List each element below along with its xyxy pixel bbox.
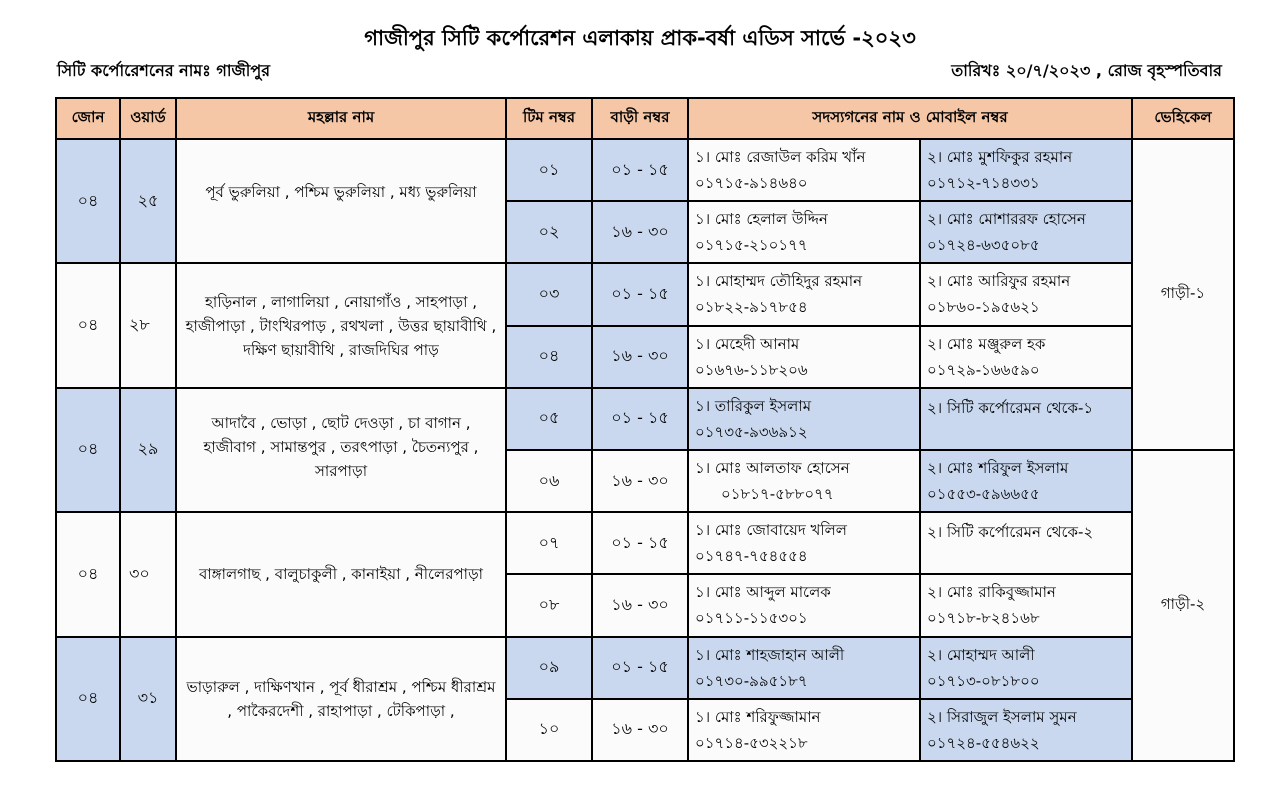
- member-name: ২। মোঃ মোশাররফ হোসেন: [927, 210, 1086, 229]
- member-phone: ০১৭২৪-৫৫৪৬২২: [927, 733, 1040, 752]
- member-1-cell: [688, 326, 920, 388]
- member-phone: ০১৮২২-৯১৭৮৫৪: [695, 298, 808, 317]
- house-cell: ১৬ - ৩০: [592, 450, 688, 512]
- ward-cell: ২৮: [120, 263, 176, 387]
- member-phone: ০১৭১৩-০৮১৮০০: [927, 671, 1040, 690]
- team-cell: ০৪: [506, 326, 592, 388]
- header-house: বাড়ী নম্বর: [592, 98, 688, 139]
- zone-cell: ০৪: [56, 388, 120, 512]
- member-name: ১। তারিকুল ইসলাম: [695, 396, 812, 415]
- member-phone: ০১৭১৫-২১০১৭৭: [695, 236, 808, 255]
- zone-cell: ০৪: [56, 139, 120, 263]
- member-2-cell: [920, 326, 1132, 388]
- member-phone: ০১৮১৭-৫৮৮০৭৭: [721, 485, 834, 504]
- header-members: সদস্যগনের নাম ও মোবাইল নম্বর: [688, 98, 1132, 139]
- zone-cell: ০৪: [56, 512, 120, 636]
- page-title: গাজীপুর সিটি কর্পোরেশন এলাকায় প্রাক-বর্ষা এডিস সার্ভে -২০২৩: [364, 26, 916, 50]
- member-phone: ০১৭১১-১১৫৩০১: [695, 609, 808, 628]
- member-phone: ০১৭১৫-৯১৪৬৪০: [695, 174, 808, 193]
- member-name: ১। মেহেদী আনাম: [695, 334, 800, 353]
- survey-date: তারিখঃ ২০/৭/২০২৩ , রোজ বৃহস্পতিবার: [951, 61, 1222, 80]
- header-ward: ওয়ার্ড: [120, 98, 176, 139]
- member-name: ১। মোঃ রেজাউল করিম খাঁন: [695, 148, 866, 167]
- ward-cell: ৩১: [120, 637, 176, 762]
- member-phone: ০১৮৬০-১৯৫৬২১: [927, 298, 1040, 317]
- member-2-cell: [920, 637, 1132, 699]
- table-row: [56, 139, 1234, 201]
- corporation-name: সিটি কর্পোরেশনের নামঃ গাজীপুর: [57, 61, 271, 80]
- team-cell: ০১: [506, 139, 592, 201]
- ward-cell: ৩০: [120, 512, 176, 636]
- team-cell: ০৫: [506, 388, 592, 450]
- member-name: ২। মোঃ শরিফুল ইসলাম: [927, 459, 1069, 478]
- member-2-cell: [920, 574, 1132, 636]
- mahalla-cell: হাড়িনাল , লাগালিয়া , নোয়াগাঁও , সাহপাড়া , হাজীপাড়া , টাংখিরপাড় , রথখলা , উত্তর ছায়াবীথি , দক্ষিণ ছায়াবীথি , রাজদিঘির পাড়: [176, 263, 506, 387]
- member-2-cell: [920, 388, 1132, 450]
- member-phone: ০১৬৭৬-১১৮২০৬: [695, 360, 808, 379]
- vehicle-cell: গাড়ী-২: [1132, 450, 1234, 761]
- member-1-cell: [688, 201, 920, 263]
- member-name: ২। সিটি কর্পোরেমন থেকে-১: [927, 398, 1094, 417]
- member-name: ২। মোঃ আরিফুর রহমান: [927, 272, 1071, 291]
- survey-table: [55, 97, 1235, 762]
- member-1-cell: [688, 263, 920, 325]
- member-phone: ০১৭১৪-৫৩২২১৮: [695, 733, 808, 752]
- header-vehicle: ভেহিকেল: [1132, 98, 1234, 139]
- member-phone: ০১৫৫৩-৫৯৬৬৫৫: [927, 485, 1040, 504]
- team-cell: ০৭: [506, 512, 592, 574]
- member-2-cell: [920, 450, 1132, 512]
- team-cell: ০৮: [506, 574, 592, 636]
- member-name: ২। সিটি কর্পোরেমন থেকে-২: [927, 523, 1094, 542]
- member-phone: ০১৭১২-৭১৪৩৩১: [927, 174, 1040, 193]
- member-name: ২। মোঃ মুশফিকুর রহমান: [927, 148, 1073, 167]
- table-row: [56, 388, 1234, 450]
- member-phone: ০১৭২৪-৬৩৫০৮৫: [927, 236, 1040, 255]
- member-name: ২। সিরাজুল ইসলাম সুমন: [927, 707, 1077, 726]
- team-cell: ১০: [506, 699, 592, 761]
- house-cell: ০১ - ১৫: [592, 139, 688, 201]
- house-cell: ০১ - ১৫: [592, 263, 688, 325]
- header-zone: জোন: [56, 98, 120, 139]
- member-2-cell: [920, 139, 1132, 201]
- ward-cell: ২৫: [120, 139, 176, 263]
- house-cell: ১৬ - ৩০: [592, 326, 688, 388]
- team-cell: ০৬: [506, 450, 592, 512]
- header-team: টিম নম্বর: [506, 98, 592, 139]
- member-phone: ০১৭৩০-৯৯৫১৮৭: [695, 671, 808, 690]
- header-mahalla: মহল্লার নাম: [176, 98, 506, 139]
- member-1-cell: [688, 512, 920, 574]
- ward-cell: ২৯: [120, 388, 176, 512]
- zone-cell: ০৪: [56, 637, 120, 762]
- member-phone: ০১৭৪৭-৭৫৪৫৫৪: [695, 547, 808, 566]
- member-2-cell: [920, 201, 1132, 263]
- mahalla-cell: বাঙ্গালগাছ , বালুচাকুলী , কানাইয়া , নীলেরপাড়া: [176, 512, 506, 636]
- house-cell: ১৬ - ৩০: [592, 574, 688, 636]
- house-cell: ১৬ - ৩০: [592, 699, 688, 761]
- member-name: ১। মোঃ আব্দুল মালেক: [695, 583, 831, 602]
- table-row: [56, 512, 1234, 574]
- vehicle-cell: গাড়ী-১: [1132, 139, 1234, 450]
- mahalla-cell: ভাড়ারুল , দাক্ষিণখান , পূর্ব ধীরাশ্রম , পশ্চিম ধীরাশ্রম , পাকৈরদেশী , রাহাপাড়া , টেকিপাড়া ,: [176, 637, 506, 762]
- member-name: ২। মোঃ রাকিবুজ্জামান: [927, 583, 1056, 602]
- member-name: ১। মোঃ হেলাল উদ্দিন: [695, 210, 828, 229]
- member-phone: ০১৭৩৫-৯৩৬৯১২: [695, 422, 808, 441]
- team-cell: ০২: [506, 201, 592, 263]
- member-1-cell: [688, 139, 920, 201]
- member-1-cell: [688, 699, 920, 761]
- member-1-cell: [688, 574, 920, 636]
- member-name: ১। মোঃ শাহজাহান আলী: [695, 645, 845, 664]
- member-phone: ০১৭১৮-৮২৪১৬৮: [927, 609, 1040, 628]
- team-cell: ০৯: [506, 637, 592, 699]
- member-name: ১। মোহাম্মদ তৌহিদুর রহমান: [695, 272, 863, 291]
- member-name: ১। মোঃ আলতাফ হোসেন: [695, 459, 850, 478]
- member-name: ১। মোঃ জোবায়েদ খলিল: [695, 521, 847, 540]
- table-row: [56, 637, 1234, 699]
- house-cell: ০১ - ১৫: [592, 388, 688, 450]
- member-2-cell: [920, 512, 1132, 574]
- table-row: [56, 263, 1234, 325]
- member-name: ২। মোহাম্মদ আলী: [927, 645, 1035, 664]
- member-1-cell: [688, 388, 920, 450]
- team-cell: ০৩: [506, 263, 592, 325]
- member-1-cell: [688, 450, 920, 512]
- member-2-cell: [920, 263, 1132, 325]
- member-name: ১। মোঃ শরিফুজ্জামান: [695, 707, 821, 726]
- mahalla-cell: পূর্ব ভুরুলিয়া , পশ্চিম ভুরুলিয়া , মধ্য ভুরুলিয়া: [176, 139, 506, 263]
- header-row: [56, 98, 1234, 139]
- house-cell: ০১ - ১৫: [592, 512, 688, 574]
- member-phone: ০১৭২৯-১৬৬৫৯০: [927, 360, 1040, 379]
- member-1-cell: [688, 637, 920, 699]
- member-2-cell: [920, 699, 1132, 761]
- member-name: ২। মোঃ মঞ্জুরুল হক: [927, 334, 1046, 353]
- house-cell: ০১ - ১৫: [592, 637, 688, 699]
- house-cell: ১৬ - ৩০: [592, 201, 688, 263]
- zone-cell: ০৪: [56, 263, 120, 387]
- mahalla-cell: আদাবৈ , ভোড়া , ছোট দেওড়া , চা বাগান , হাজীবাগ , সামান্তপুর , তরৎপাড়া , চৈতন্যপুর , সারপাড়া: [176, 388, 506, 512]
